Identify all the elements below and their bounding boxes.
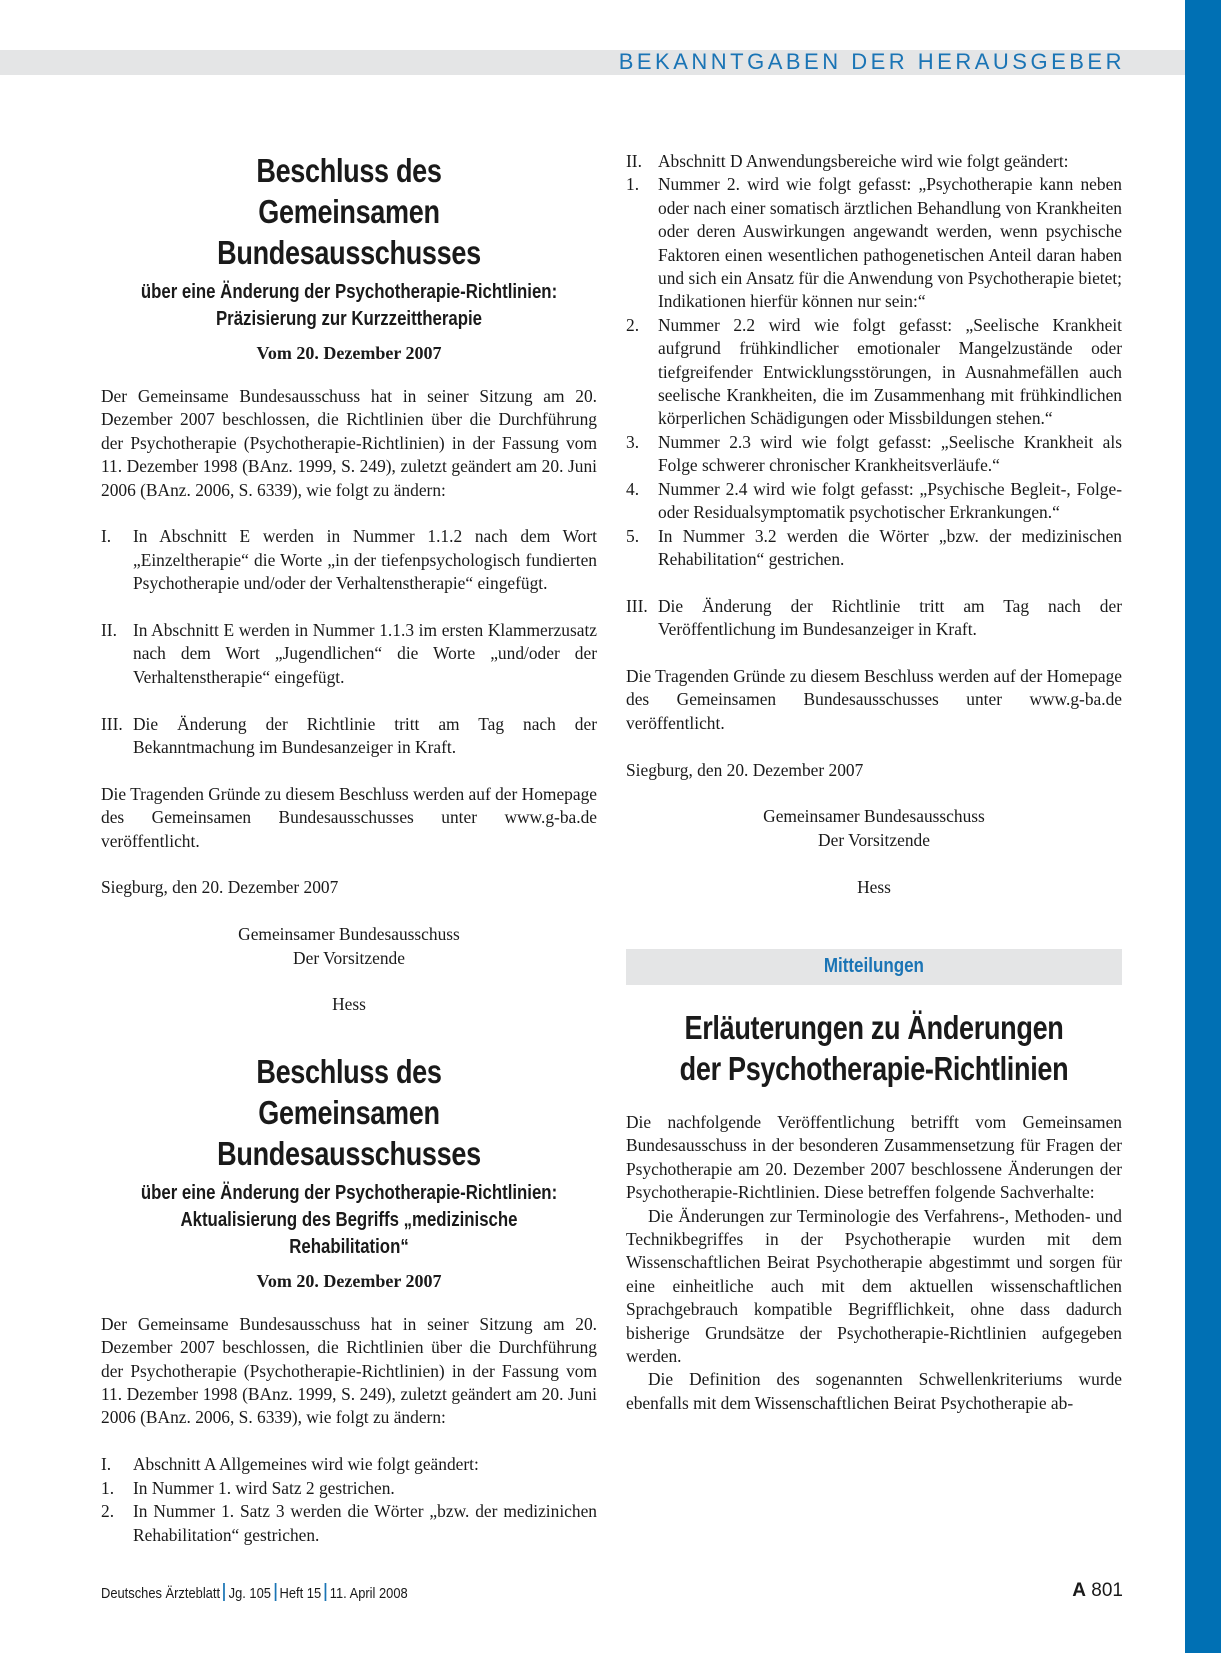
item-text: Nummer 2.3 wird wie folgt gefasst: „Seelische Krankheit als Folge schwerer chronischer Krankheitsverläufe.“ [658, 431, 1122, 476]
article2-date: Vom 20. Dezember 2007 [256, 1270, 442, 1291]
mitteilungen-para1: Die nachfolgende Veröffentlichung betrifft vom Gemeinsamen Bundesausschuss in der besonderen Zusammensetzung für Fragen der Psychotherapie am 20. Dezember 2007 beschlossene Änderungen der Psychotherapie-Richtlinien. Diese betreffen folgende Sachverhalte: [626, 1111, 1122, 1203]
mitteilungen-title-line1: Erläuterungen zu Änderungen [684, 1008, 1064, 1046]
article2-subtitle-line1: über eine Änderung der Psychotherapie-Richtlinien: [140, 1181, 558, 1204]
article1-item [101, 525, 597, 595]
article1-reasons: Die Tragenden Gründe zu diesem Beschluss werden auf der Homepage des Gemeinsamen Bundesausschusses unter www.g-ba.de veröffentlicht. [101, 783, 597, 851]
article2-item [626, 173, 1122, 313]
article2-item [626, 431, 1122, 478]
article2-item [101, 1500, 597, 1547]
mitteilungen-section [626, 949, 1122, 1415]
mitteilungen-bar [626, 949, 1122, 985]
footer-volume: Jg. 105 [228, 1585, 271, 1602]
article2-intro: Der Gemeinsame Bundesausschuss hat in seiner Sitzung am 20. Dezember 2007 beschlossen, die Richtlinien über die Durchführung der Psychotherapie (Psychotherapie-Richtlinien) in der Fassung vom 11. Dezember 1998 (BAnz. 1999, S. 249), zuletzt geändert am 20. Juni 2006 (BAnz. 2006, S. 6339), wie folgt zu ändern: [101, 1313, 597, 1428]
mitteilungen-title-line2: der Psychotherapie-Richtlinien [679, 1049, 1069, 1087]
item-text: Abschnitt D Anwendungsbereiche wird wie folgt geändert: [658, 151, 1069, 171]
article2-title-line1: Beschluss des [256, 1052, 442, 1090]
article1-body [101, 385, 597, 1017]
right-column [626, 150, 1122, 1415]
footer-separator [325, 1583, 327, 1601]
item-number: II. [626, 151, 642, 171]
article2-body-right [626, 150, 1122, 899]
item-number: 4. [626, 478, 640, 499]
footer-citation [101, 1583, 408, 1604]
article2-item [101, 1477, 597, 1500]
article2-subtitle-line2: Aktualisierung des Begriffs „medizinische Rehabilitation“ [180, 1208, 518, 1258]
section-label: BEKANNTGABEN DER HERAUSGEBER [618, 49, 1125, 74]
article2-item [626, 525, 1122, 572]
item-text: Nummer 2.2 wird wie folgt gefasst: „Seelische Krankheit aufgrund frühkindlicher emotionaler Mangelzustände oder tiefgreifender Entwicklungsstörungen, in Ausnahmefällen auch seelische Krankheiten, die im Zusammenhang mit frühkindlichen körperlichen Schädigungen oder Missbildungen stehen.“ [658, 314, 1122, 429]
mitteilungen-para2: Die Änderungen zur Terminologie des Verfahrens-, Methoden- und Technikbegriffes in der Psychotherapie wurden mit dem Wissenschaftlichen Beirat Psychotherapie abgestimmt und sorgen für eine einheitliche auch mit dem aktuellen wissenschaftlichen Sprachgebrauch kompatible Begrifflichkeit, ohne dass dadurch bisherige Grundsätze der Psychotherapie-Richtlinien aufgegeben werden. [626, 1205, 1122, 1366]
footer-separator [223, 1583, 225, 1601]
item-number: 3. [626, 431, 640, 452]
page-number [1072, 1579, 1123, 1603]
article2 [101, 1051, 597, 1547]
footer-separator [274, 1583, 276, 1601]
item-text: Nummer 2.4 wird wie folgt gefasst: „Psychische Begleit-, Folge- oder Residualsymptomatik psychotischer Erkrankungen.“ [658, 478, 1122, 523]
item-number: III. [101, 713, 123, 734]
item-text: Nummer 2. wird wie folgt gefasst: „Psychotherapie kann neben oder nach einer somatisch ärztlichen Behandlung von Krankheiten oder deren Auswirkungen angewandt werden, wenn psychische Faktoren einen wesentlichen pathogenetischen Anteil daran haben und sich ein Ansatz für die Anwendung von Psychotherapie bietet; Indikationen hierfür können nur sein:“ [658, 174, 1122, 312]
article1-signatory-org: Gemeinsamer Bundesausschuss [238, 924, 460, 945]
footer-issue: Heft 15 [279, 1585, 322, 1602]
article1-signatory-role: Der Vorsitzende [293, 947, 405, 968]
article2-signatory-name: Hess [857, 876, 891, 897]
article1-subtitle-line2: Präzisierung zur Kurzzeittherapie [215, 308, 483, 330]
footer-date: 11. April 2008 [329, 1585, 408, 1602]
item-text: In Nummer 1. wird Satz 2 gestrichen. [133, 1477, 395, 1498]
item-number: 2. [101, 1501, 115, 1522]
article2-place-date: Siegburg, den 20. Dezember 2007 [626, 759, 864, 780]
article1-item [101, 619, 597, 689]
article2-body-left [101, 1313, 597, 1547]
article2-item [626, 595, 1122, 642]
article1-date: Vom 20. Dezember 2007 [256, 343, 442, 363]
article2-item [626, 150, 1122, 173]
item-number: 1. [101, 1477, 115, 1498]
article2-title-line2: Gemeinsamen Bundesausschusses [217, 1093, 481, 1172]
item-text: Die Änderung der Richtlinie tritt am Tag nach der Veröffentlichung im Bundesanzeiger in Kraft. [658, 595, 1122, 640]
article1-title-line2: Gemeinsamen Bundesausschusses [217, 193, 481, 271]
article1-intro: Der Gemeinsame Bundesausschuss hat in seiner Sitzung am 20. Dezember 2007 beschlossen, die Richtlinien über die Durchführung der Psychotherapie (Psychotherapie-Richtlinien) in der Fassung vom 11. Dezember 1998 (BAnz. 1999, S. 249), zuletzt geändert am 20. Juni 2006 (BAnz. 2006, S. 6339), wie folgt zu ändern: [101, 386, 597, 500]
item-number: III. [626, 595, 648, 616]
mitteilungen-label: Mitteilungen [823, 955, 925, 978]
item-number: II. [101, 620, 117, 641]
article2-reasons: Die Tragenden Gründe zu diesem Beschluss werden auf der Homepage des Gemeinsamen Bundesausschusses unter www.g-ba.de veröffentlicht. [626, 665, 1122, 733]
footer-journal: Deutsches Ärzteblatt [101, 1585, 221, 1602]
item-number: I. [101, 1454, 112, 1475]
item-text: Die Änderung der Richtlinie tritt am Tag nach der Bekanntmachung im Bundesanzeiger in Kraft. [133, 713, 597, 758]
item-text: Abschnitt A Allgemeines wird wie folgt geändert: [133, 1454, 479, 1475]
article2-signatory-role: Der Vorsitzende [818, 829, 930, 850]
item-number: I. [101, 526, 112, 547]
article1-title-line1: Beschluss des [256, 152, 442, 189]
page-prefix: A [1072, 1580, 1087, 1601]
article2-signatory-org: Gemeinsamer Bundesausschuss [763, 806, 985, 827]
mitteilungen-body [626, 1111, 1122, 1415]
item-number: 1. [626, 174, 640, 195]
item-text: In Abschnitt E werden in Nummer 1.1.2 nach dem Wort „Einzeltherapie“ die Worte „in der tiefenpsychologisch fundierten Psychotherapie und/oder der Verhaltenstherapie“ eingefügt. [133, 526, 597, 594]
side-accent-bar [1185, 0, 1221, 1653]
article1-subtitle-line1: über eine Änderung der Psychotherapie-Richtlinien: [140, 281, 558, 303]
article1-item [101, 713, 597, 760]
page-number-value: 801 [1091, 1580, 1123, 1601]
article1-place-date: Siegburg, den 20. Dezember 2007 [101, 877, 339, 898]
article2-item [101, 1453, 597, 1476]
mitteilungen-para3: Die Definition des sogenannten Schwellenkriteriums wurde ebenfalls mit dem Wissenschaftlichen Beirat Psychotherapie ab- [626, 1369, 1122, 1413]
article1 [101, 150, 597, 1017]
article2-item [626, 478, 1122, 525]
article2-item [626, 314, 1122, 431]
item-number: 2. [626, 314, 640, 335]
item-text: In Nummer 3.2 werden die Wörter „bzw. der medizinischen Rehabilitation“ gestrichen. [658, 525, 1122, 569]
article1-signatory-name: Hess [332, 994, 366, 1015]
item-number: 5. [626, 525, 640, 546]
item-text: In Abschnitt E werden in Nummer 1.1.3 im ersten Klammerzusatz nach dem Wort „Jugendlichen“ die Worte „und/oder der Verhaltenstherapie“ eingefügt. [133, 620, 597, 687]
item-text: In Nummer 1. Satz 3 werden die Wörter „bzw. der medizinichen Rehabilitation“ gestrichen. [133, 1501, 597, 1545]
left-column [101, 150, 597, 1547]
